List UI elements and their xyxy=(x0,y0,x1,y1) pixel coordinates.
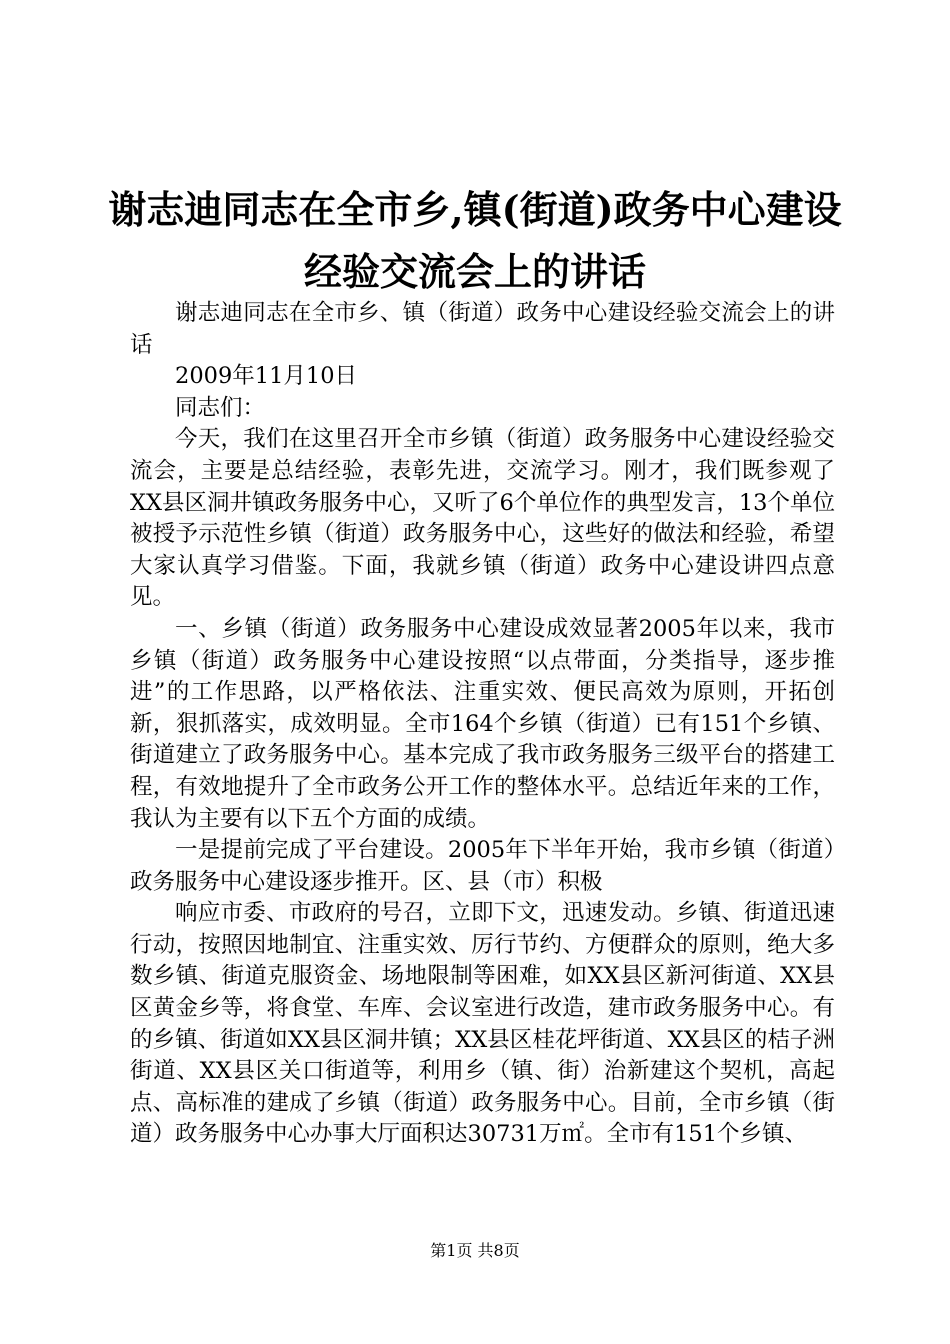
paragraph: 一、乡镇（街道）政务服务中心建设成效显著2005年以来，我市乡镇（街道）政务服务中心建设按照“以点带面，分类指导，逐步推进”的工作思路，以严格依法、注重实效、便民高效为原则，开拓创新，狠抓落实，成效明显。全市164个乡镇（街道）已有151个乡镇、街道建立了政务服务中心。基本完成了我市政务服务三级平台的搭建工程，有效地提升了全市政务公开工作的整体水平。总结近年来的工作，我认为主要有以下五个方面的成绩。 xyxy=(130,615,835,832)
paragraph-subtitle: 谢志迪同志在全市乡、镇（街道）政务中心建设经验交流会上的讲话 xyxy=(130,300,835,358)
document-title-line-1: 谢志迪同志在全市乡,镇(街道)政务中心建设 xyxy=(108,187,842,232)
document-title-line-2: 经验交流会上的讲话 xyxy=(303,249,646,294)
paragraph-salutation: 同志们： xyxy=(175,394,266,421)
page-indicator: 第1页 共8页 xyxy=(430,1241,520,1260)
paragraph: 响应市委、市政府的号召，立即下文，迅速发动。乡镇、街道迅速行动，按照因地制宜、注重实效、厉行节约、方便群众的原则，绝大多数乡镇、街道克服资金、场地限制等困难，如XX县区新河街道、XX县区黄金乡等，将食堂、车库、会议室进行改造，建市政务服务中心。有的乡镇、街道如XX县区洞井镇；XX县区桂花坪街道、XX县区的桔子洲街道、XX县区关口街道等，利用乡（镇、街）治新建这个契机，高起点、高标准的建成了乡镇（街道）政务服务中心。目前，全市乡镇（街道）政务服务中心办事大厅面积达30731万㎡。全市有151个乡镇、 xyxy=(130,900,835,1148)
paragraph-date: 2009年11月10日 xyxy=(175,363,358,390)
document-body xyxy=(130,298,835,1151)
paragraph: 一是提前完成了平台建设。2005年下半年开始，我市乡镇（街道）政务服务中心建设逐步推开。区、县（市）积极 xyxy=(130,837,835,895)
paragraph: 今天，我们在这里召开全市乡镇（街道）政务服务中心建设经验交流会，主要是总结经验，表彰先进，交流学习。刚才，我们既参观了XX县区洞井镇政务服务中心，又听了6个单位作的典型发言，13个单位被授予示范性乡镇（街道）政务服务中心，这些好的做法和经验，希望大家认真学习借鉴。下面，我就乡镇（街道）政务中心建设讲四点意见。 xyxy=(130,426,835,611)
